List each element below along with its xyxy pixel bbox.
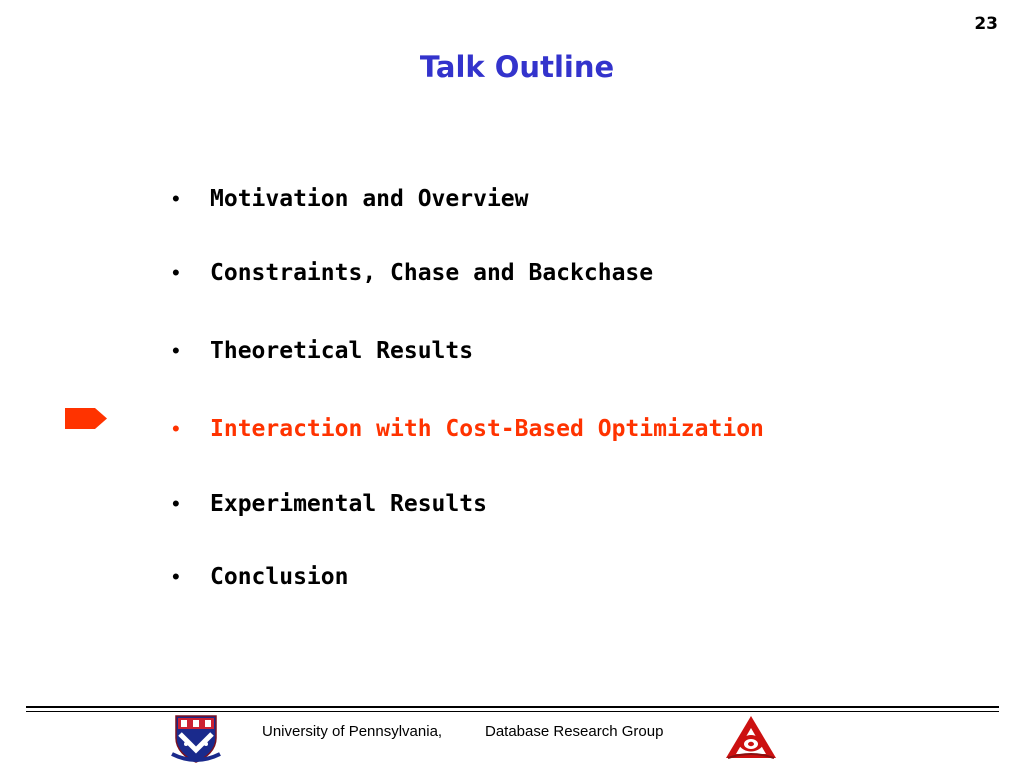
- bullet-dot: •: [172, 260, 180, 285]
- bullet-dot: •: [172, 416, 180, 441]
- red-arrow-tag-icon: [65, 408, 107, 429]
- bullet-dot: •: [172, 186, 180, 211]
- outline-item-label: Interaction with Cost-Based Optimization: [210, 416, 764, 442]
- footer-divider-thin: [26, 711, 999, 712]
- bullet-dot: •: [172, 338, 180, 363]
- bullet-dot: •: [172, 564, 180, 589]
- slide-title: Talk Outline: [419, 50, 615, 84]
- footer-divider-thick: [26, 706, 999, 708]
- outline-item-theoretical: [172, 336, 473, 366]
- outline-item-label: Conclusion: [210, 564, 349, 590]
- outline-item-constraints: [172, 258, 653, 288]
- outline-item-label: Theoretical Results: [210, 338, 474, 364]
- footer-group: Database Research Group: [485, 723, 664, 740]
- outline-item-interaction-current: [172, 414, 764, 444]
- outline-item-label: Experimental Results: [210, 491, 487, 517]
- outline-item-conclusion: [172, 562, 348, 592]
- outline-item-label: Motivation and Overview: [210, 186, 529, 212]
- outline-item-experimental: [172, 489, 487, 519]
- outline-item-motivation: [172, 184, 529, 214]
- slide-number: 23: [974, 14, 998, 34]
- database-group-logo-icon: [724, 714, 778, 762]
- outline-item-label: Constraints, Chase and Backchase: [210, 260, 654, 286]
- footer-university: University of Pennsylvania,: [262, 723, 443, 740]
- bullet-dot: •: [172, 491, 180, 516]
- penn-shield-icon: [170, 714, 222, 764]
